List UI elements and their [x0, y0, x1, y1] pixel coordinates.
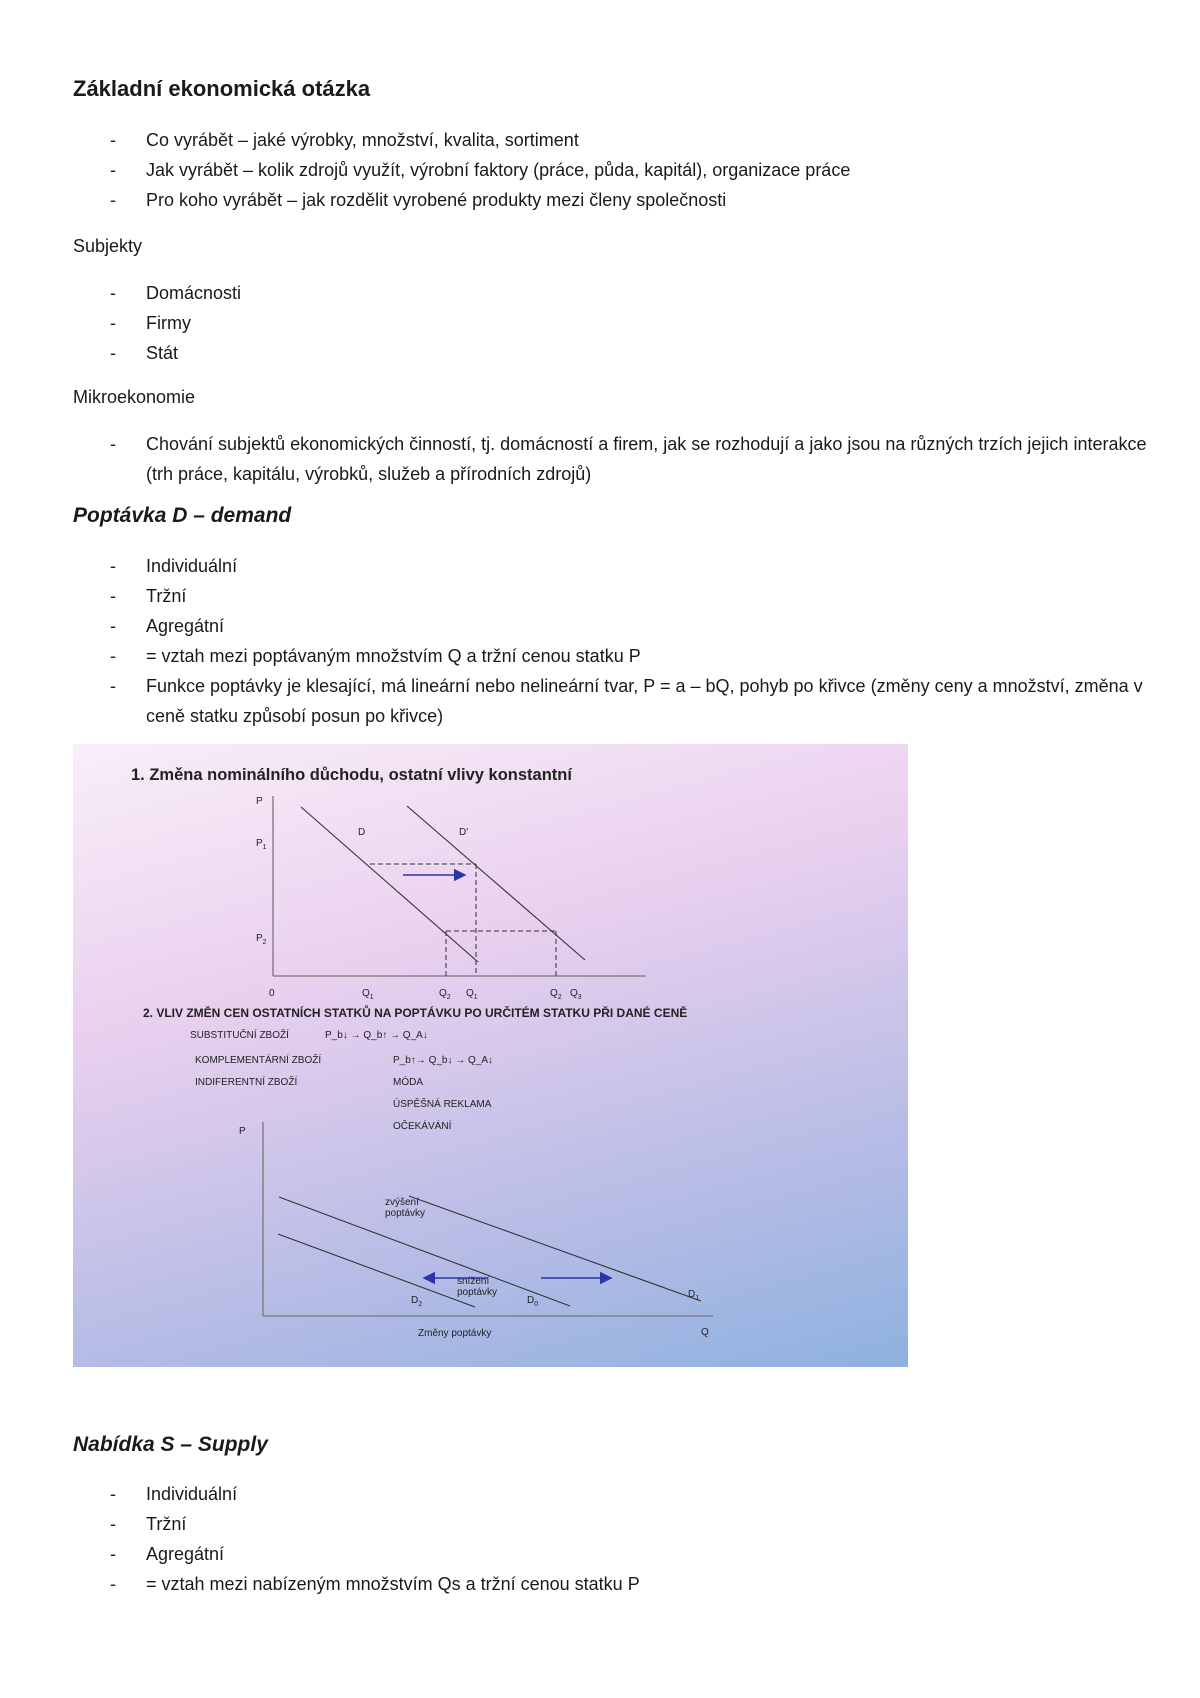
list-dash: -	[110, 1514, 116, 1534]
list-dash: -	[110, 586, 116, 606]
micro-list	[73, 429, 1153, 489]
figure2-title: 2. VLIV ZMĚN CEN OSTATNÍCH STATKŮ NA POPTÁVKU PO URČITÉM STATKU PŘI DANÉ CENĚ	[143, 1006, 688, 1020]
list-item: - Tržní	[73, 1509, 1153, 1539]
chart1-x-tick: $Q_1$	[466, 988, 478, 1001]
chart2-q-label: Q	[701, 1327, 709, 1338]
chart1-d-label: D	[358, 827, 366, 838]
chart2-p-label: P	[239, 1126, 246, 1137]
chart1-d-prime-label: D'	[459, 827, 469, 838]
complement-goods-formula: P_b↑→ Q_b↓ → Q_A↓	[393, 1055, 494, 1066]
substitute-goods-label: SUBSTITUČNÍ ZBOŽÍ	[190, 1030, 289, 1041]
list-item: - = vztah mezi poptávaným množstvím Q a tržní cenou statku P	[73, 641, 1153, 671]
chart1-p-label: P	[256, 796, 263, 807]
list-item: - Individuální	[73, 1479, 1153, 1509]
list-item: - Chování subjektů ekonomických činností, tj. domácností a firem, jak se rozhodují a jako jsou na různých trzích jejich interakce (trh práce, kapitálu, výrobků, služeb a přírodních zdrojů)	[73, 429, 1153, 489]
increase-label-line2: poptávky	[385, 1208, 426, 1219]
factor-advertising: ÚSPĚŠNÁ REKLAMA	[393, 1099, 492, 1110]
list-dash: -	[110, 434, 116, 454]
demand-curve-d	[301, 807, 478, 962]
list-dash: -	[110, 160, 116, 180]
chart1-origin-label: 0	[269, 988, 275, 999]
list-dash: -	[110, 646, 116, 666]
list-item: - Funkce poptávky je klesající, má lineární nebo nelineární tvar, P = a – bQ, pohyb po křivce (změny ceny a množství, změna v ceně statku způsobí posun po křivce)	[73, 671, 1153, 731]
list-dash: -	[110, 616, 116, 636]
list-item: - Agregátní	[73, 611, 1153, 641]
list-dash: -	[110, 676, 116, 696]
d0-label: $D_0$	[527, 1295, 539, 1308]
supply-list	[73, 1479, 1153, 1599]
indifferent-goods-label: INDIFERENTNÍ ZBOŽÍ	[195, 1077, 298, 1088]
section-title-demand: Poptávka D – demand	[73, 504, 292, 527]
list-dash: -	[110, 343, 116, 363]
list-item: - Firmy	[73, 308, 1153, 338]
demand-figure-svg	[73, 744, 908, 1367]
d2-label: $D_2$	[411, 1295, 423, 1308]
chart1-x-tick: $Q_1$	[362, 988, 374, 1001]
chart1-p2-label: $P_2$	[256, 933, 267, 946]
complement-goods-label: KOMPLEMENTÁRNÍ ZBOŽÍ	[195, 1055, 322, 1066]
list-item: - Agregátní	[73, 1539, 1153, 1569]
list-item: - Tržní	[73, 581, 1153, 611]
decrease-label-line2: poptávky	[457, 1287, 498, 1298]
list-item: - Stát	[73, 338, 1153, 368]
list-dash: -	[110, 1544, 116, 1564]
d1-label: $D_1$	[688, 1289, 700, 1302]
demand-figure	[73, 744, 908, 1367]
list-item: - Pro koho vyrábět – jak rozdělit vyrobené produkty mezi členy společnosti	[73, 185, 1153, 215]
factor-expectations: OČEKÁVÁNÍ	[393, 1121, 452, 1132]
chart1-x-tick: $Q_2$	[550, 988, 562, 1001]
chart1-x-tick: $Q_3$	[570, 988, 582, 1001]
demand-curve-d-prime	[407, 806, 585, 960]
chart1-x-tick: $Q_2$	[439, 988, 451, 1001]
list-item: - Domácnosti	[73, 278, 1153, 308]
chart1-p1-label: $P_1$	[256, 838, 267, 851]
factor-fashion: MÓDA	[393, 1077, 423, 1088]
demand-curve-d1	[409, 1196, 701, 1301]
list-item: - = vztah mezi nabízeným množstvím Qs a tržní cenou statku P	[73, 1569, 1153, 1599]
substitute-goods-formula: P_b↓ → Q_b↑ → Q_A↓	[325, 1030, 428, 1041]
figure1-title: 1. Změna nominálního důchodu, ostatní vlivy konstantní	[131, 766, 572, 784]
demand-list	[73, 551, 1153, 731]
list-dash: -	[110, 1484, 116, 1504]
chart2-x-label: Změny poptávky	[418, 1328, 492, 1339]
list-dash: -	[110, 1574, 116, 1594]
list-item: - Jak vyrábět – kolik zdrojů využít, výrobní faktory (práce, půda, kapitál), organizace práce	[73, 155, 1153, 185]
decrease-label-line1: snížení	[457, 1276, 490, 1287]
increase-label-line1: zvýšení	[385, 1197, 419, 1208]
list-dash: -	[110, 556, 116, 576]
section-title-basic-question: Základní ekonomická otázka	[73, 76, 371, 101]
basic-question-list	[73, 125, 1153, 215]
subjects-heading: Subjekty	[73, 236, 143, 256]
section-title-supply: Nabídka S – Supply	[73, 1433, 268, 1456]
list-item: - Individuální	[73, 551, 1153, 581]
list-dash: -	[110, 190, 116, 210]
micro-heading: Mikroekonomie	[73, 387, 196, 407]
list-item: - Co vyrábět – jaké výrobky, množství, kvalita, sortiment	[73, 125, 1153, 155]
list-dash: -	[110, 313, 116, 333]
list-dash: -	[110, 130, 116, 150]
demand-curve-d2	[278, 1234, 475, 1307]
list-dash: -	[110, 283, 116, 303]
subjects-list	[73, 278, 1153, 368]
